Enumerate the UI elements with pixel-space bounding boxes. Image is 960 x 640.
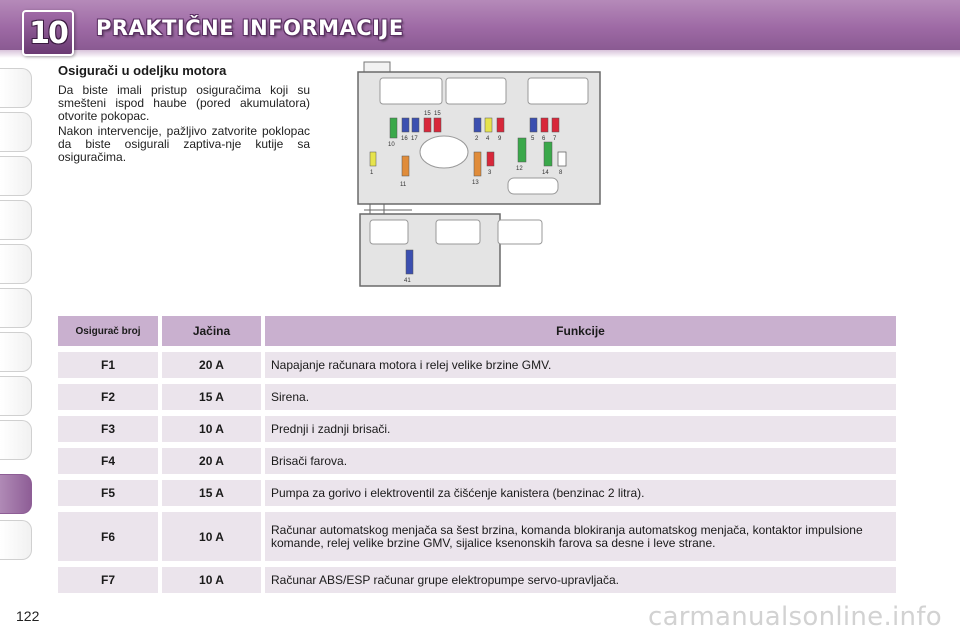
fuse-label: 3 xyxy=(488,170,492,176)
fuse-13 xyxy=(474,152,481,176)
fuse-17 xyxy=(412,118,419,132)
fuse-label: 13 xyxy=(472,180,479,186)
side-tab-5[interactable] xyxy=(0,244,32,284)
fuse-box-diagram xyxy=(352,60,608,292)
page-title: PRAKTIČNE INFORMACIJE xyxy=(96,16,404,40)
fuse-2 xyxy=(474,118,481,132)
fuse-5 xyxy=(530,118,537,132)
side-tab-3[interactable] xyxy=(0,156,32,196)
fuse-label: 1 xyxy=(370,170,374,176)
intro-paragraph-2: Nakon intervencije, pažljivo zatvorite poklopac da biste osigurali zaptiva-nje kutije sa osiguračima. xyxy=(58,124,310,164)
side-tab-2[interactable] xyxy=(0,112,32,152)
table-row xyxy=(58,448,896,474)
fuse-8 xyxy=(558,152,566,166)
fuse-4 xyxy=(485,118,492,132)
fuse-15b xyxy=(434,118,441,132)
section-heading: Osigurači u odeljku motora xyxy=(58,63,227,78)
fuse-number: F1 xyxy=(58,352,158,378)
fuse-function: Sirena. xyxy=(265,384,896,410)
table-row xyxy=(58,384,896,410)
fuse-16 xyxy=(402,118,409,132)
fuse-amperage: 10 A xyxy=(162,512,261,561)
fuse-label: 12 xyxy=(516,166,523,172)
page-number: 122 xyxy=(16,608,40,624)
table-row xyxy=(58,416,896,442)
fuse-label: 9 xyxy=(498,136,502,142)
fuse-1 xyxy=(370,152,376,166)
fuse-label: 2 xyxy=(475,136,479,142)
fuse-function: Računar ABS/ESP računar grupe elektropumpe servo-upravljača. xyxy=(265,567,896,593)
relay-block-6 xyxy=(436,220,480,244)
relay-block-1 xyxy=(380,78,442,104)
fuse-number: F5 xyxy=(58,480,158,506)
fuse-amperage: 20 A xyxy=(162,448,261,474)
fuse-number: F4 xyxy=(58,448,158,474)
fuse-label: 8 xyxy=(559,170,563,176)
fuse-label: 14 xyxy=(542,170,549,176)
fuse-label: 4 xyxy=(486,136,490,142)
fuse-function: Napajanje računara motora i relej velike brzine GMV. xyxy=(265,352,896,378)
fuse-7 xyxy=(552,118,559,132)
fuse-function: Pumpa za gorivo i elektroventil za čišćenje kanistera (benzinac 2 litra). xyxy=(265,480,896,506)
side-tab-10-active[interactable] xyxy=(0,474,32,514)
fuse-number: F3 xyxy=(58,416,158,442)
fuse-amperage: 10 A xyxy=(162,567,261,593)
fuse-label: 7 xyxy=(553,136,557,142)
fuse-amperage: 15 A xyxy=(162,480,261,506)
fuse-table xyxy=(54,310,900,599)
fuse-amperage: 10 A xyxy=(162,416,261,442)
fuse-12 xyxy=(518,138,526,162)
side-tab-6[interactable] xyxy=(0,288,32,328)
fuse-3 xyxy=(487,152,494,166)
diagram-center-oval xyxy=(420,136,468,168)
fuse-14 xyxy=(544,142,552,166)
table-row xyxy=(58,352,896,378)
relay-block-4 xyxy=(508,178,558,194)
fuse-10 xyxy=(390,118,397,138)
side-tab-1[interactable] xyxy=(0,68,32,108)
side-tab-4[interactable] xyxy=(0,200,32,240)
chapter-badge xyxy=(22,10,74,56)
table-header-number: Osigurač broj xyxy=(58,316,158,346)
fuse-number: F6 xyxy=(58,512,158,561)
fuse-9 xyxy=(497,118,504,132)
table-header-amperage: Jačina xyxy=(162,316,261,346)
relay-block-5 xyxy=(370,220,408,244)
table-header-functions: Funkcije xyxy=(265,316,896,346)
fuse-15a xyxy=(424,118,431,132)
fuse-function: Računar automatskog menjača sa šest brzina, komanda blokiranja automatskog menjača, kontaktor impulsione komande, relej velike brzine GMV, sijalice ksenonskih farova sa desne i leve strane. xyxy=(265,512,896,561)
fuse-label: 17 xyxy=(411,136,418,142)
fuse-label: 15 xyxy=(424,111,431,117)
side-tab-11[interactable] xyxy=(0,520,32,560)
fuse-label: 16 xyxy=(401,136,408,142)
fuse-label: 10 xyxy=(388,142,395,148)
fuse-number: F2 xyxy=(58,384,158,410)
watermark: carmanualsonline.info xyxy=(647,602,942,632)
fuse-6 xyxy=(541,118,548,132)
fuse-11 xyxy=(402,156,409,176)
fuse-amperage: 15 A xyxy=(162,384,261,410)
header-fade xyxy=(0,50,960,58)
fuse-label: 41 xyxy=(404,278,411,284)
fuse-label: 15 xyxy=(434,111,441,117)
relay-block-7 xyxy=(498,220,542,244)
fuse-amperage: 20 A xyxy=(162,352,261,378)
table-row xyxy=(58,567,896,593)
fuse-number: F7 xyxy=(58,567,158,593)
side-tab-8[interactable] xyxy=(0,376,32,416)
fuse-label: 5 xyxy=(531,136,535,142)
fuse-41 xyxy=(406,250,413,274)
table-row xyxy=(58,512,896,561)
fuse-function: Prednji i zadnji brisači. xyxy=(265,416,896,442)
chapter-number: 10 xyxy=(29,15,67,51)
fuse-label: 11 xyxy=(400,182,407,188)
intro-paragraph-1: Da biste imali pristup osiguračima koji su smešteni ispod haube (pored akumulatora) otvorite pokopac. xyxy=(58,83,310,123)
diagram-top-tab xyxy=(364,62,390,72)
fuse-label: 6 xyxy=(542,136,546,142)
fuse-function: Brisači farova. xyxy=(265,448,896,474)
relay-block-3 xyxy=(528,78,588,104)
side-tab-7[interactable] xyxy=(0,332,32,372)
table-row xyxy=(58,480,896,506)
relay-block-2 xyxy=(446,78,506,104)
side-tab-9[interactable] xyxy=(0,420,32,460)
